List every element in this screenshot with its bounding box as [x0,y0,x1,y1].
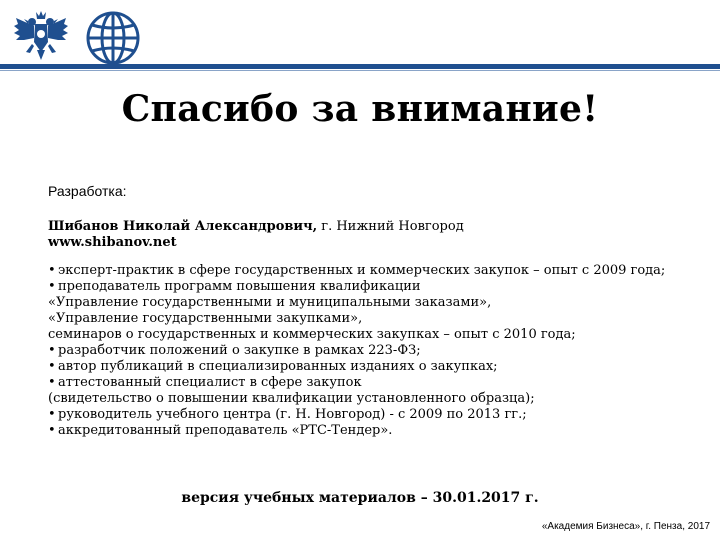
list-item: (свидетельство о повышении квалификации установленного образца); [48,391,535,406]
list-item: • аккредитованный преподаватель «РТС-Тендер». [48,423,393,438]
developed-by-label: Разработка: [48,183,127,199]
author-city: г. Нижний Новгород [317,219,464,234]
globe-icon [82,9,144,71]
bullet: • [48,343,56,358]
website-link[interactable]: www.shibanov.net [48,235,177,250]
list-item: • автор публикаций в специализированных изданиях о закупках; [48,359,498,374]
list-item: • эксперт-практик в сфере государственных и коммерческих закупок – опыт с 2009 года; [48,263,666,278]
page-title: Спасибо за внимание! [121,88,599,130]
author-name: Шибанов Николай Александрович, [48,219,318,234]
list-item: • преподаватель программ повышения квалификации [48,279,421,294]
author-block [48,219,698,251]
list-item: • аттестованный специалист в сфере закупок [48,375,362,390]
bullet: • [48,263,56,278]
bullet: • [48,359,56,374]
list-item: «Управление государственными и муниципальными заказами», [48,295,492,310]
author-info [48,183,698,439]
bullet: • [48,375,56,390]
header-divider [0,64,720,69]
version-note: версия учебных материалов – 30.01.2017 г. [181,490,539,506]
list-item: • разработчик положений о закупке в рамках 223-ФЗ; [48,343,421,358]
list-item: • руководитель учебного центра (г. Н. Новгород) - с 2009 по 2013 гг.; [48,407,527,422]
bullet: • [48,423,56,438]
credentials-list [48,263,698,439]
bullet: • [48,407,56,422]
double-headed-eagle-icon [10,8,72,70]
list-item: семинаров о государственных и коммерческих закупках – опыт с 2010 года; [48,327,576,342]
list-item: «Управление государственными закупками», [48,311,363,326]
bullet: • [48,279,56,294]
footer-note: «Академия Бизнеса», г. Пенза, 2017 [541,521,710,532]
